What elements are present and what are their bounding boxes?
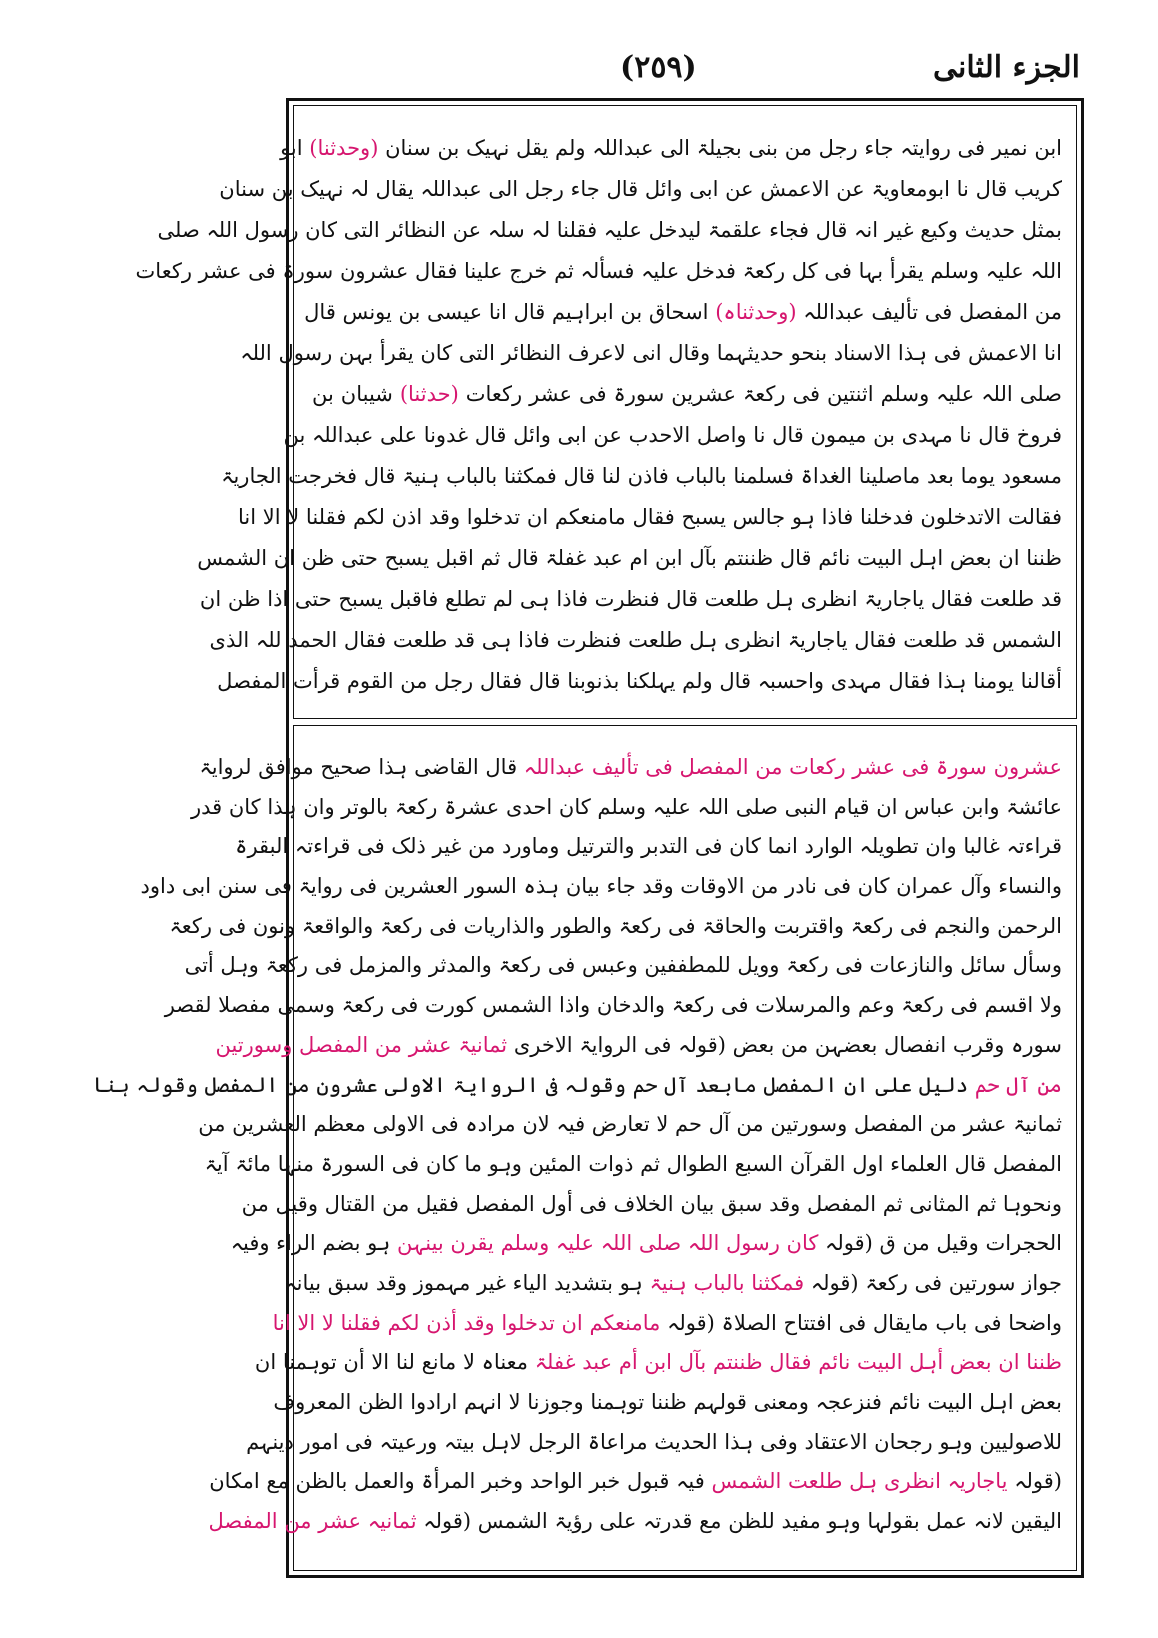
hadith-line [217, 661, 1062, 702]
hadith-line [221, 456, 1062, 497]
text-segment: (قولہ [660, 1310, 715, 1335]
commentary-line [169, 907, 1062, 947]
text-segment: المفصل قال العلماء اول القرآن السبع الطوال ثم ذوات المئین وہو ما کان فی السورۃ منہا مائۃ آیۃ [204, 1151, 1062, 1176]
text-segment: بعض اہل البیت نائم فنزعجہ ومعنی قولہم ظننا توہمنا وجوزنا لا انہم ارادوا الظن المعروف [273, 1390, 1062, 1414]
commentary-line [208, 1502, 1062, 1542]
text-segment: ابو [280, 136, 310, 160]
hadith-line [199, 579, 1062, 620]
text-segment: سورہ وقرب انفصال بعضہن من بعض [725, 1032, 1062, 1057]
highlighted-phrase: ظننا ان بعض أہل البیت نائم فقال ظننتم بآل ابن أم عبد غفلۃ [534, 1350, 1062, 1375]
text-segment: أقالنا یومنا ہذا فقال مہدی واحسبہ قال ولم یہلکنا بذنوبنا قال فقال رجل من القوم قرأت المفصل [217, 669, 1062, 693]
highlighted-phrase: ثمانیۃ عشر من المفصل وسورتین [215, 1032, 508, 1057]
text-segment: شیبان بن [312, 382, 400, 406]
commentary-box [92, 725, 1077, 1571]
hadith-line [280, 128, 1062, 169]
commentary-line [209, 1462, 1062, 1502]
text-segment: (قولہ [1007, 1469, 1062, 1494]
hadith-line [209, 620, 1062, 661]
text-segment: (قولہ فی الروایۃ الاخری [507, 1032, 726, 1057]
commentary-line [140, 867, 1062, 907]
commentary-line [230, 1224, 1062, 1264]
text-segment: (قولہ [416, 1509, 472, 1534]
highlighted-phrase: یاجاریہ انظری ہل طلعت الشمس [711, 1469, 1008, 1494]
commentary-line [273, 1383, 1062, 1423]
text-segment: اسحاق بن ابراہیم قال انا عیسی بن یونس قال [304, 300, 716, 324]
highlighted-phrase: (وحدثناہ) [715, 300, 797, 324]
text-segment: للاصولیین وہو رجحان الاعتقاد وفی ہذا الحدیث مراعاۃ الرجل لاہل بیتہ ورعیتہ فی امور دینہم [246, 1429, 1062, 1454]
text-segment: ابن نمیر فی روایتہ جاء رجل من بنی بجیلۃ الی عبداللہ ولم یقل نہیک بن سنان [378, 136, 1062, 160]
hadith-line [135, 251, 1062, 292]
commentary-line [241, 1185, 1062, 1225]
text-segment: (قولہ [804, 1270, 859, 1295]
hadith-line [283, 415, 1062, 456]
hadith-line [238, 497, 1062, 538]
hadith-line [219, 169, 1062, 210]
hadith-line [312, 374, 1062, 415]
page-header [300, 50, 1080, 94]
commentary-line [215, 1026, 1062, 1066]
text-segment: ہو بضم الراء وفیہ [230, 1231, 397, 1256]
text-segment: فیہ قبول خبر الواحد وخبر المرأۃ والعمل بالظن مع امکان [209, 1469, 712, 1494]
text-segment: معناہ لا مانع لنا الا أن توہمنا ان [254, 1350, 535, 1375]
hadith-line [304, 292, 1062, 333]
text-segment: الحجرات وقیل من ق [872, 1231, 1062, 1256]
text-segment: عائشۃ وابن عباس ان قیام النبی صلی اللہ علیہ وسلم کان احدی عشرۃ رکعۃ بالوتر وان ہذا کان قدر [190, 794, 1062, 819]
commentary-line [164, 986, 1062, 1026]
text-segment: بمثل حدیث وکیع غیر انہ قال فجاء علقمۃ لیدخل علیہ فقلنا لہ سلہ عن النظائر التی کان رسول اللہ صلی [157, 218, 1062, 242]
text-segment: ہو بتشدید الیاء غیر مہموز وقد سبق بیانہ [284, 1270, 650, 1295]
highlighted-phrase: ثمانیہ عشر من المفصل [208, 1509, 417, 1534]
text-segment: (قولہ [818, 1231, 873, 1256]
highlighted-phrase: کان رسول اللہ صلی اللہ علیہ وسلم یقرن بینہن [396, 1231, 819, 1256]
text-segment: فروخ قال نا مہدی بن میمون قال نا واصل الاحدب عن ابی وائل قال غدونا علی عبداللہ بن [283, 423, 1062, 447]
commentary-line [184, 946, 1062, 986]
text-segment: قد طلعت فقال یاجاریۃ انظری ہل طلعت قال فنظرت فاذا ہی لم تطلع فاقبل یسبح حتی اذا ظن ان [199, 587, 1062, 611]
text-segment: الرحمن والنجم فی رکعۃ واقتربت والحاقۃ فی رکعۃ والطور والذاریات فی رکعۃ والواقعۃ ونون فی رکعۃ [169, 913, 1062, 938]
commentary-text [92, 748, 1062, 1542]
text-segment: ظننا ان بعض اہل البیت نائم قال ظننتم بآل ابن ام عبد غفلۃ قال ثم اقبل یسبح حتی ظن ان الشمس [197, 546, 1062, 570]
commentary-line [199, 748, 1062, 788]
text-segment: فقالت الاتدخلون فدخلنا فاذا ہو جالس یسبح فقال مامنعکم ان تدخلوا وقد اذن لکم فقلنا لا الا انا [238, 505, 1062, 529]
text-segment: انا الاعمش فی ہذا الاسناد بنحو حدیثہما وقال انی لاعرف النظائر التی کان یقرأ بہن رسول اللہ [240, 341, 1062, 365]
commentary-line [272, 1304, 1062, 1344]
text-segment: والنساء وآل عمران کان فی نادر من الاوقات وقد جاء بیان ہذہ السور العشرین فی روایۃ فی سنن ابی داود [140, 874, 1062, 899]
text-segment: ونحوہا ثم المثانی ثم المفصل وقد سبق بیان الخلاف فی أول المفصل فقیل من القتال وقیل من [241, 1191, 1062, 1216]
hadith-text-box [135, 105, 1077, 719]
highlighted-phrase: عشرون سورۃ فی عشر رکعات من المفصل فی تألیف عبداللہ [523, 755, 1062, 779]
page-number: (٢٥٩) [620, 50, 697, 85]
text-segment: الیقین لانہ عمل بقولہا وہو مفید للظن مع قدرتہ علی رؤیۃ الشمس [471, 1509, 1062, 1534]
commentary-line [284, 1264, 1062, 1304]
highlighted-phrase: من آل حم [974, 1072, 1062, 1097]
commentary-line [204, 1145, 1062, 1185]
highlighted-phrase: (حدثنا) [399, 382, 459, 406]
text-segment: الشمس قد طلعت فقال یاجاریۃ انظری ہل طلعت فنظرت فاذا ہی قد طلعت فقال الحمد للہ الذی [209, 628, 1062, 652]
text-segment: وسأل سائل والنازعات فی رکعۃ وویل للمطففین وعبس فی رکعۃ والمدثر والمزمل فی رکعۃ وہل أتی [184, 953, 1062, 978]
text-segment: واضحا فی باب مایقال فی افتتاح الصلاۃ [714, 1310, 1062, 1335]
text-segment: جواز سورتین فی رکعۃ [858, 1270, 1062, 1295]
text-segment: قال القاضی ہذا صحیح موافق لروایۃ [199, 755, 524, 779]
text-segment: دلیل علی ان المفصل مابعد آل حم وقولہ فی الروایۃ الاولی عشرون من المفصل وقولہ ہنا [92, 1072, 975, 1097]
commentary-line [190, 788, 1062, 828]
hadith-line [157, 210, 1062, 251]
commentary-line [246, 1423, 1062, 1463]
text-segment: ثمانیۃ عشر من المفصل وسورتین من آل حم لا تعارض فیہ لان مرادہ فی الاولی معظم العشرین من [198, 1112, 1062, 1137]
commentary-line [254, 1343, 1062, 1383]
hadith-line [240, 333, 1062, 374]
hadith-line [197, 538, 1062, 579]
hadith-text [135, 128, 1062, 702]
highlighted-phrase: (وحدثنا) [309, 136, 379, 160]
commentary-line [198, 1105, 1062, 1145]
text-segment: قراءتہ غالبا وان تطویلہ الوارد انما کان فی التدبر والترتیل وماورد من غیر ذلک فی قراءتہ البقرۃ [235, 834, 1062, 859]
volume-title: الجزء الثانی [933, 50, 1080, 85]
text-segment: اللہ علیہ وسلم یقرأ بہا فی کل رکعۃ فدخل علیہ فسألہ ثم خرج علینا فقال عشرون سورۃ فی عشر رکعات [135, 259, 1062, 283]
text-segment: مسعود یوما بعد ماصلینا الغداۃ فسلمنا بالباب فاذن لنا قال فمکثنا بالباب ہنیۃ قال فخرجت الجاریۃ [221, 464, 1062, 488]
text-segment: صلی اللہ علیہ وسلم اثنتین فی رکعۃ عشرین سورۃ فی عشر رکعات [458, 382, 1062, 406]
highlighted-phrase: فمکثنا بالباب ہنیۃ [649, 1270, 805, 1295]
text-segment: ولا اقسم فی رکعۃ وعم والمرسلات فی رکعۃ والدخان واذا الشمس کورت فی رکعۃ وسمی مفصلا لقصر [164, 993, 1062, 1018]
text-segment: کریب قال نا ابومعاویۃ عن الاعمش عن ابی وائل قال جاء رجل الی عبداللہ یقال لہ نہیک بن سنان [219, 177, 1062, 201]
text-segment: من المفصل فی تألیف عبداللہ [796, 300, 1062, 324]
commentary-line [235, 827, 1062, 867]
page-frame [92, 98, 1084, 1578]
commentary-line [92, 1066, 1062, 1106]
highlighted-phrase: مامنعکم ان تدخلوا وقد أذن لکم فقلنا لا الا انا [272, 1310, 661, 1335]
